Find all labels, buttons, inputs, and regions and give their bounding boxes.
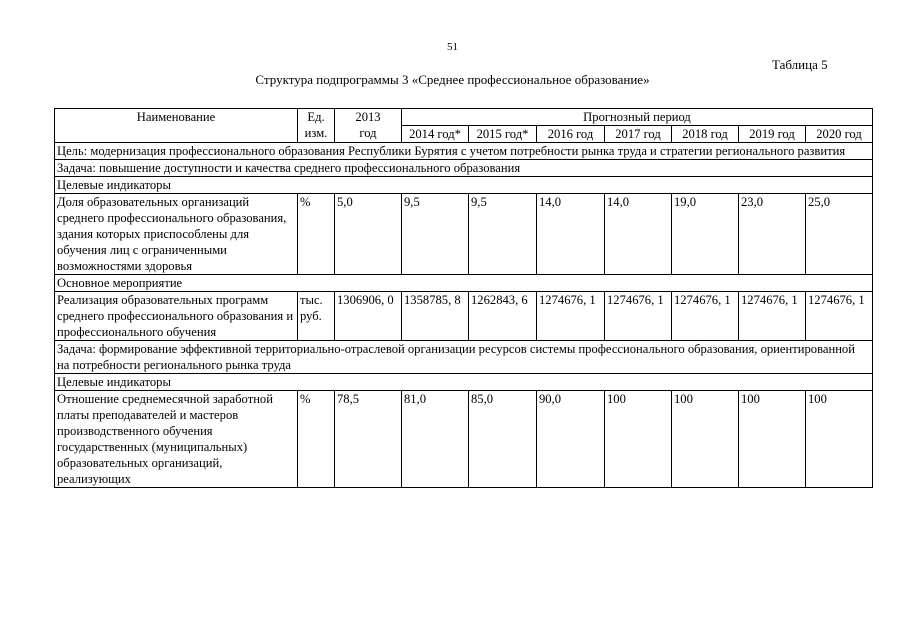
table-row xyxy=(55,391,873,488)
header-base-year-line1: 2013 xyxy=(355,110,381,124)
indicator-name: Отношение среднемесячной заработной платы преподавателей и мастеров производственного обучения государственных (муниципальных) образовательных организаций, реализующих xyxy=(55,391,298,488)
indicator-value: 85,0 xyxy=(469,391,537,488)
header-year: 2016 год xyxy=(537,126,605,143)
task-row xyxy=(55,341,873,374)
activity-value: 1274676, 1 xyxy=(739,292,806,341)
indicator-value: 100 xyxy=(806,391,873,488)
header-name: Наименование xyxy=(55,109,298,143)
header-unit-line1: Ед. xyxy=(307,110,325,124)
activity-unit: тыс. руб. xyxy=(298,292,335,341)
indicator-value: 9,5 xyxy=(469,194,537,275)
main-activity-label: Основное мероприятие xyxy=(55,275,873,292)
activity-value: 1306906, 0 xyxy=(335,292,402,341)
indicator-value: 100 xyxy=(739,391,806,488)
indicator-value: 19,0 xyxy=(672,194,739,275)
indicator-value: 90,0 xyxy=(537,391,605,488)
activity-value: 1274676, 1 xyxy=(672,292,739,341)
subprogram-structure-table xyxy=(54,108,873,488)
header-year: 2017 год xyxy=(605,126,672,143)
table-label: Таблица 5 xyxy=(772,57,828,72)
indicator-value: 100 xyxy=(672,391,739,488)
indicator-unit: % xyxy=(298,194,335,275)
indicator-value: 14,0 xyxy=(605,194,672,275)
activity-value: 1274676, 1 xyxy=(806,292,873,341)
section-row xyxy=(55,374,873,391)
activity-value: 1274676, 1 xyxy=(537,292,605,341)
indicator-value: 25,0 xyxy=(806,194,873,275)
indicator-value: 81,0 xyxy=(402,391,469,488)
target-indicators-label: Целевые индикаторы xyxy=(55,374,873,391)
header-forecast-period: Прогнозный период xyxy=(402,109,873,126)
activity-name: Реализация образовательных программ среднего профессионального образования и профессионального обучения xyxy=(55,292,298,341)
indicator-unit: % xyxy=(298,391,335,488)
page-number: 51 xyxy=(447,41,458,53)
table-header-row xyxy=(55,109,873,126)
indicator-value: 14,0 xyxy=(537,194,605,275)
indicator-value: 9,5 xyxy=(402,194,469,275)
header-year: 2018 год xyxy=(672,126,739,143)
table-row xyxy=(55,292,873,341)
task-row xyxy=(55,160,873,177)
indicator-value: 78,5 xyxy=(335,391,402,488)
header-unit xyxy=(298,109,335,143)
activity-value: 1274676, 1 xyxy=(605,292,672,341)
indicator-value: 100 xyxy=(605,391,672,488)
section-row xyxy=(55,275,873,292)
target-indicators-label: Целевые индикаторы xyxy=(55,177,873,194)
header-base-year-line2: год xyxy=(359,126,377,140)
task-text: Задача: формирование эффективной территориально-отраслевой организации ресурсов системы профессионального образования, ориентированной на потребности регионального рынка труда xyxy=(55,341,873,374)
header-year: 2020 год xyxy=(806,126,873,143)
goal-row xyxy=(55,143,873,160)
activity-value: 1358785, 8 xyxy=(402,292,469,341)
goal-text: Цель: модернизация профессионального образования Республики Бурятия с учетом потребности рынка труда и стратегии регионального развития xyxy=(55,143,873,160)
indicator-name: Доля образовательных организаций среднего профессионального образования, здания которых приспособлены для обучения лиц с ограниченными возможностями здоровья xyxy=(55,194,298,275)
task-text: Задача: повышение доступности и качества среднего профессионального образования xyxy=(55,160,873,177)
indicator-value: 5,0 xyxy=(335,194,402,275)
table-caption: Структура подпрограммы 3 «Среднее профессиональное образование» xyxy=(255,72,650,87)
header-year: 2019 год xyxy=(739,126,806,143)
header-unit-line2: изм. xyxy=(304,126,328,140)
indicator-value: 23,0 xyxy=(739,194,806,275)
table-row xyxy=(55,194,873,275)
section-row xyxy=(55,177,873,194)
header-year: 2014 год* xyxy=(402,126,469,143)
activity-value: 1262843, 6 xyxy=(469,292,537,341)
header-year: 2015 год* xyxy=(469,126,537,143)
header-base-year xyxy=(335,109,402,143)
